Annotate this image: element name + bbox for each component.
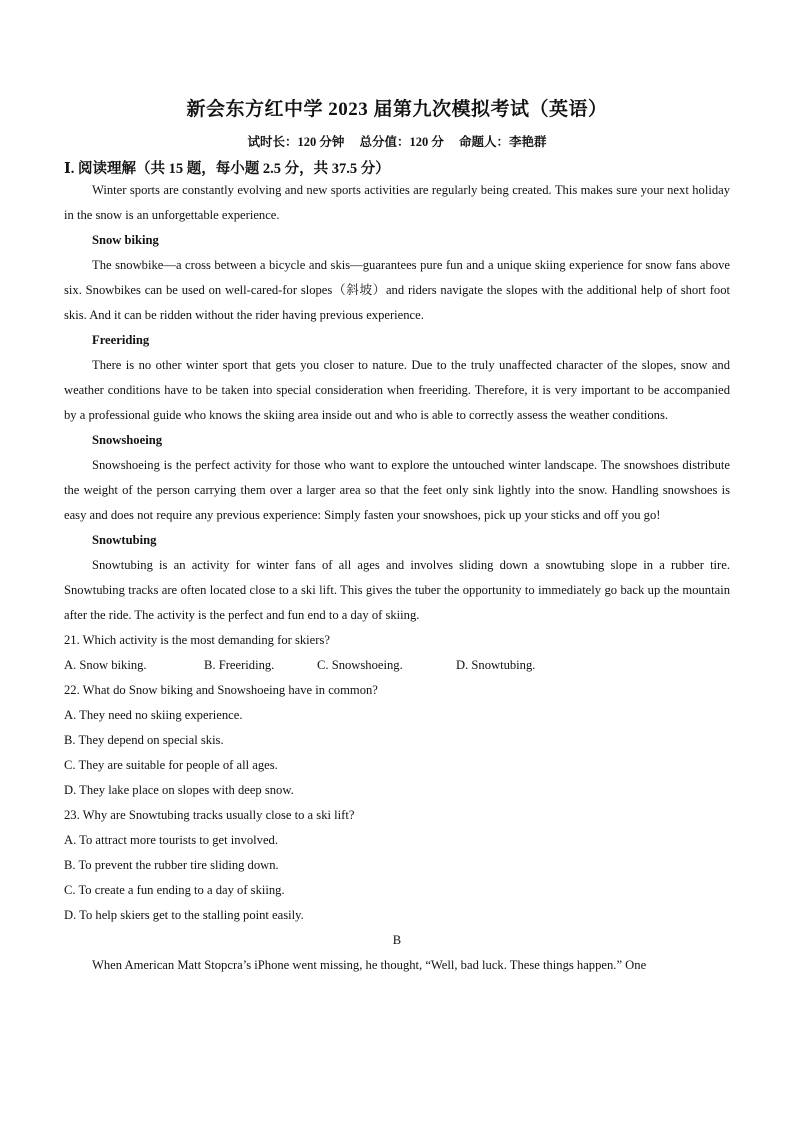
snowtubing-heading: Snowtubing bbox=[92, 533, 157, 547]
question-21-options bbox=[64, 653, 730, 678]
question-21: 21. Which activity is the most demanding for skiers? bbox=[64, 633, 330, 647]
option-23-b: B. To prevent the rubber tire sliding down. bbox=[64, 858, 279, 872]
question-22: 22. What do Snow biking and Snowshoeing have in common? bbox=[64, 683, 378, 697]
option-23-c: C. To create a fun ending to a day of skiing. bbox=[64, 883, 285, 897]
option-23-a: A. To attract more tourists to get involved. bbox=[64, 833, 278, 847]
snowshoeing-text: Snowshoeing is the perfect activity for those who want to explore the untouched winter landscape. The snowshoes distribute the weight of the person carrying them over a larger area so that the feet only sink lightly into the snow. Handling snowshoes is easy and does not require any previous experience: Simply fasten your snowshoes, pick up your sticks and off you go! bbox=[64, 458, 730, 522]
exam-author: 命题人：李艳群 bbox=[459, 135, 547, 149]
passage-a-intro: Winter sports are constantly evolving and new sports activities are regularly being created. This makes sure your next holiday in the snow is an unforgettable experience. bbox=[64, 183, 730, 222]
freeriding-text: There is no other winter sport that gets you closer to nature. Due to the truly unaffected character of the slopes, snow and weather conditions have to be taken into special consideration when freeriding. Therefore, it is very important to be accompanied by a professional guide who knows the skiing area inside out and who is able to correctly assess the weather conditions. bbox=[64, 358, 730, 422]
page-title: 新会东方红中学 2023 届第九次模拟考试（英语） bbox=[186, 99, 608, 120]
option-21-b: B. Freeriding. bbox=[204, 658, 275, 672]
snow-biking-text: The snowbike—a cross between a bicycle and skis—guarantees pure fun and a unique skiing experience for snow fans above six. Snowbikes can be used on well-cared-for slopes（斜坡）and riders navigate the slopes with the additional help of short foot skis. And it can be ridden without the rider having previous experience. bbox=[64, 258, 730, 322]
option-21-a: A. Snow biking. bbox=[64, 658, 147, 672]
option-21-d: D. Snowtubing. bbox=[456, 658, 536, 672]
exam-total-score: 总分值：120 分 bbox=[359, 135, 444, 149]
passage-b-label: B bbox=[392, 933, 402, 947]
question-23: 23. Why are Snowtubing tracks usually close to a ski lift? bbox=[64, 808, 355, 822]
snowshoeing-heading: Snowshoeing bbox=[92, 433, 162, 447]
section-heading: Ⅰ. 阅读理解（共 15 题，每小题 2.5 分，共 37.5 分） bbox=[64, 161, 390, 177]
passage-body bbox=[64, 178, 730, 978]
option-22-c: C. They are suitable for people of all ages. bbox=[64, 758, 278, 772]
option-21-c: C. Snowshoeing. bbox=[317, 658, 403, 672]
exam-info bbox=[64, 132, 730, 150]
snowtubing-text: Snowtubing is an activity for winter fans of all ages and involves sliding down a snowtubing slope in a rubber tire. Snowtubing tracks are often located close to a ski lift. This gives the tuber the opportunity to immediately go back up the mountain after the ride. The activity is the perfect and fun end to a day of skiing. bbox=[64, 558, 730, 622]
option-23-d: D. To help skiers get to the stalling point easily. bbox=[64, 908, 304, 922]
freeriding-heading: Freeriding bbox=[92, 333, 150, 347]
option-22-b: B. They depend on special skis. bbox=[64, 733, 224, 747]
passage-b-intro: When American Matt Stopcra’s iPhone went missing, he thought, “Well, bad luck. These things happen.” One bbox=[92, 958, 647, 972]
exam-duration: 试时长：120 分钟 bbox=[247, 135, 345, 149]
snow-biking-heading: Snow biking bbox=[92, 233, 159, 247]
option-22-a: A. They need no skiing experience. bbox=[64, 708, 243, 722]
option-22-d: D. They lake place on slopes with deep snow. bbox=[64, 783, 294, 797]
